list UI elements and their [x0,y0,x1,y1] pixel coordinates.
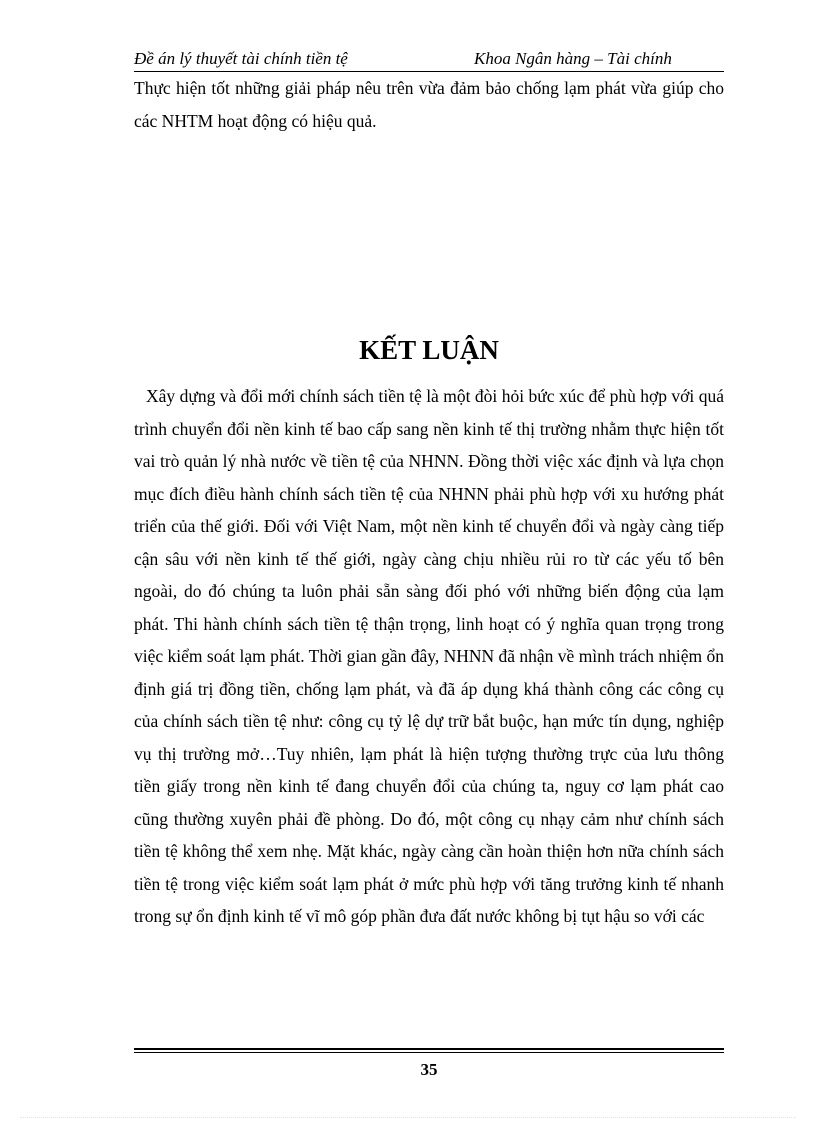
intro-paragraph: Thực hiện tốt những giải pháp nêu trên vừa đảm bảo chống lạm phát vừa giúp cho các NHTM hoạt động có hiệu quả. [134,78,724,131]
page-number: 35 [420,1060,438,1079]
header-faculty: Khoa Ngân hàng – Tài chính [474,49,672,68]
section-title: KẾT LUẬN [359,335,499,365]
footer-divider-thick [134,1048,724,1050]
footer-divider-thin [134,1052,724,1053]
page-bottom-edge [20,1117,796,1118]
header-document-title: Đề án lý thuyết tài chính tiền tệ [134,49,348,68]
conclusion-paragraph: Xây dựng và đổi mới chính sách tiền tệ là một đòi hỏi bức xúc để phù hợp với quá trình chuyển đổi nền kinh tế bao cấp sang nền kinh tế thị trường nhằm thực hiện tốt vai trò quản lý nhà nước về tiền tệ của NHNN. Đồng thời việc xác định và lựa chọn mục đích điều hành chính sách tiền tệ của NHNN phải phù hợp với xu hướng phát triển của thế giới. Đối với Việt Nam, một nền kinh tế chuyển đổi và ngày càng tiếp cận sâu với nền kinh tế thế giới, ngày càng chịu nhiều rủi ro từ các yếu tố bên ngoài, do đó chúng ta luôn phải sẵn sàng đối phó với những biến động của lạm phát. Thi hành chính sách tiền tệ thận trọng, linh hoạt có ý nghĩa quan trọng trong việc kiểm soát lạm phát. Thời gian gần đây, NHNN đã nhận về mình trách nhiệm ổn định giá trị đồng tiền, chống lạm phát, và đã áp dụng khá thành công các công cụ của chính sách tiền tệ như: công cụ tỷ lệ dự trữ bắt buộc, hạn mức tín dụng, nghiệp vụ thị trường mở…Tuy nhiên, lạm phát là hiện tượng thường trực của lưu thông tiền giấy trong nền kinh tế đang chuyển đổi của chúng ta, nguy cơ lạm phát cao cũng thường xuyên phải đề phòng. Do đó, một công cụ nhạy cảm như chính sách tiền tệ không thể xem nhẹ. Mặt khác, ngày càng cần hoàn thiện hơn nữa chính sách tiền tệ trong việc kiểm soát lạm phát ở mức phù hợp với tăng trưởng kinh tế nhanh trong sự ổn định kinh tế vĩ mô góp phần đưa đất nước không bị tụt hậu so với các [134,386,725,926]
page-header [134,48,724,72]
